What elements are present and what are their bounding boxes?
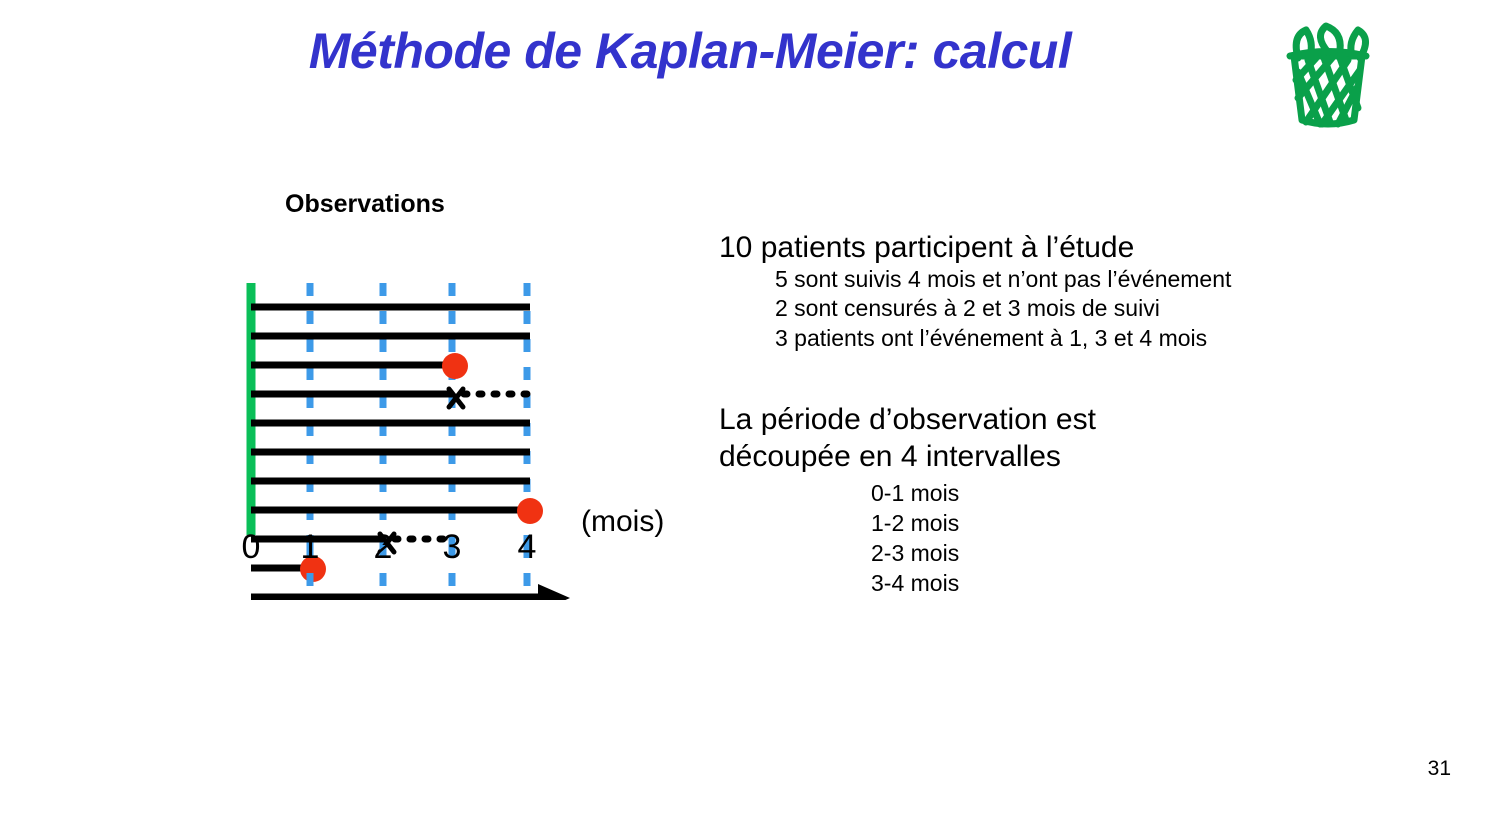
patients-summary-lead: 10 patients participent à l’étude [719,231,1135,264]
patients-summary-bullet-1: 5 sont suivis 4 mois et n’ont pas l’événement [775,265,1232,292]
x-tick-label-0: 0 [241,528,261,566]
intervals-list [719,479,1359,599]
patients-summary-block [719,231,1359,354]
timeline-plot [240,235,690,600]
x-tick-label-4: 4 [517,528,537,566]
explanation-text-column [719,231,1359,599]
x-tick-label-1: 1 [300,528,320,566]
chart-caption: Observations [285,190,445,218]
intervals-block [719,402,1359,599]
intervals-lead-line-2: découpée en 4 intervalles [719,439,1061,473]
page-title: Méthode de Kaplan-Meier: calcul [308,23,1072,79]
x-axis-unit-label: (mois) [581,505,665,538]
observations-chart [240,190,690,600]
interval-item-2: 1-2 mois [871,510,960,537]
x-tick-label-3: 3 [442,528,462,566]
page-number: 31 [1427,757,1451,780]
patients-summary-bullet-2: 2 sont censurés à 2 et 3 mois de suivi [775,295,1160,322]
x-tick-label-2: 2 [373,528,393,566]
interval-item-3: 2-3 mois [871,540,960,567]
interval-item-4: 3-4 mois [871,570,960,597]
green-basket-logo [1268,16,1388,136]
patients-summary-bullet-3: 3 patients ont l’événement à 1, 3 et 4 mois [775,325,1208,352]
interval-item-1: 0-1 mois [871,480,960,507]
intervals-lead-line-1: La période d’observation est [719,403,1096,437]
